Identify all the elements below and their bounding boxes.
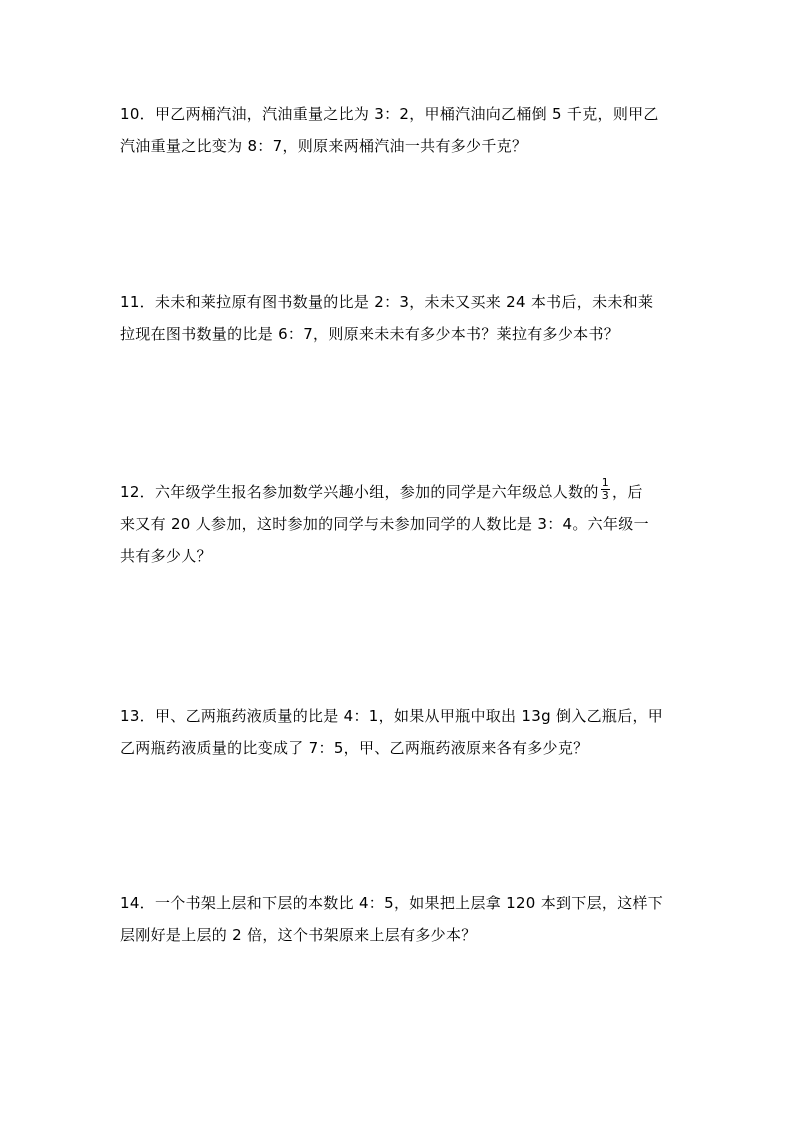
- question-14-line-2: 层刚好是上层的 2 倍，这个书架原来上层有多少本？: [120, 926, 477, 944]
- question-12-line-1-tail: ，后: [612, 483, 643, 501]
- question-12-line-2: 来又有 20 人参加，这时参加的同学与未参加同学的人数比是 3：4。六年级一: [120, 515, 649, 533]
- question-10: [120, 98, 676, 162]
- question-13-line-1: 13．甲、乙两瓶药液质量的比是 4：1，如果从甲瓶中取出 13g 倒入乙瓶后，甲: [120, 707, 664, 725]
- question-12-line-1: [120, 476, 676, 508]
- question-13: [120, 700, 676, 764]
- question-11: [120, 286, 676, 350]
- question-14: [120, 887, 676, 951]
- question-11-line-1: 11．未未和莱拉原有图书数量的比是 2：3，未未又买来 24 本书后，未未和莱: [120, 293, 654, 311]
- fraction-numerator: 1: [601, 476, 610, 489]
- question-14-line-1: 14．一个书架上层和下层的本数比 4：5，如果把上层拿 120 本到下层，这样下: [120, 894, 664, 912]
- question-11-line-2: 拉现在图书数量的比是 6：7，则原来未未有多少本书？莱拉有多少本书？: [120, 325, 620, 343]
- fraction-one-third: [601, 477, 610, 502]
- question-12-line-1-text: 12．六年级学生报名参加数学兴趣小组，参加的同学是六年级总人数的: [120, 483, 599, 501]
- question-12-line-3: 共有多少人？: [120, 547, 212, 565]
- question-10-line-2: 汽油重量之比变为 8：7，则原来两桶汽油一共有多少千克？: [120, 137, 528, 155]
- question-10-line-1: 10．甲乙两桶汽油，汽油重量之比为 3：2，甲桶汽油向乙桶倒 5 千克，则甲乙: [120, 105, 659, 123]
- fraction-denominator: 3: [601, 489, 610, 502]
- question-13-line-2: 乙两瓶药液质量的比变成了 7：5，甲、乙两瓶药液原来各有多少克？: [120, 739, 589, 757]
- question-12: [120, 476, 676, 572]
